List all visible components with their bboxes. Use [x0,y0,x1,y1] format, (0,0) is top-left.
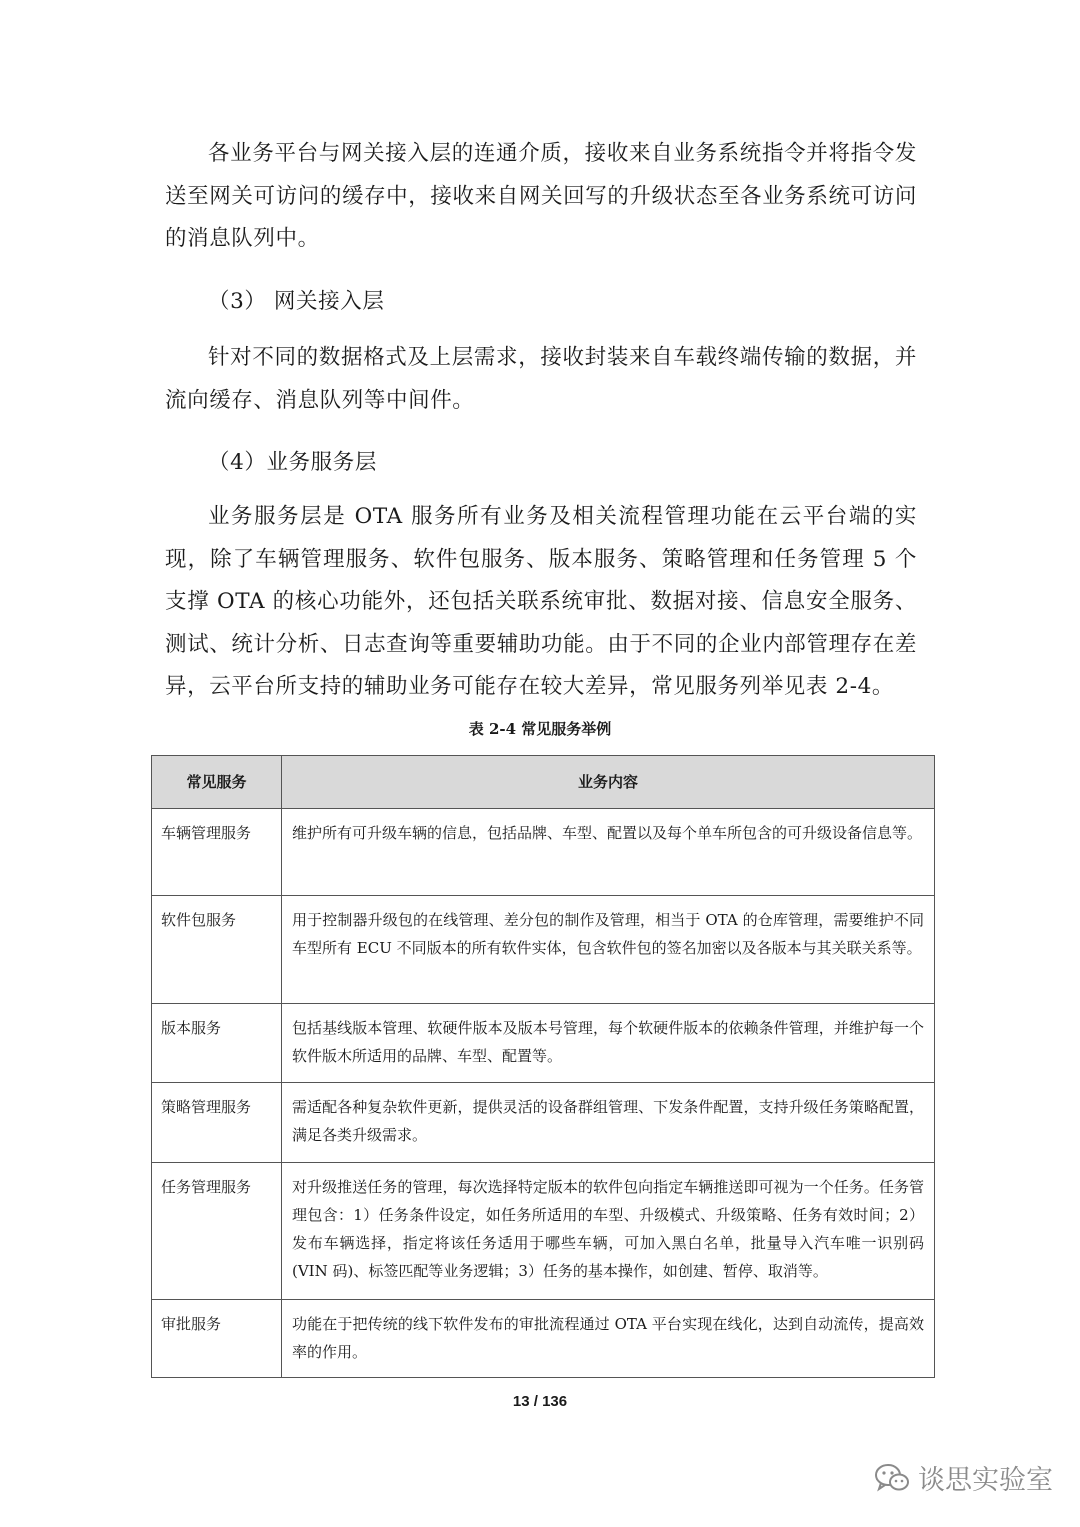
table-row [152,1083,935,1163]
service-content: 用于控制器升级包的在线管理、差分包的制作及管理，相当于 OTA 的仓库管理，需要维护不同车型所有 ECU 不同版本的所有软件实体，包含软件包的签名加密以及各版本与其关联关系等。 [282,896,935,1004]
table-row [152,1300,935,1378]
paragraph-business-service-layer: 业务服务层是 OTA 服务所有业务及相关流程管理功能在云平台端的实现，除了车辆管理服务、软件包服务、版本服务、策略管理和任务管理 5 个支撑 OTA 的核心功能外，还包括关联系统审批、数据对接、信息安全服务、测试、统计分析、日志查询等重要辅助功能。由于不同的企业内部管理存在差异，云平台所支持的辅助业务可能存在较大差异，常见服务列举见表 2-4。 [165,504,917,699]
service-name: 软件包服务 [152,896,282,1004]
table-header-row [152,756,935,809]
wechat-icon [874,1462,910,1494]
service-name: 审批服务 [152,1300,282,1378]
heading-business-service-layer: （4）业务服务层 [208,450,377,475]
service-name: 任务管理服务 [152,1163,282,1300]
paragraph-gateway-access-layer: 针对不同的数据格式及上层需求，接收封装来自车载终端传输的数据，并流向缓存、消息队列等中间件。 [165,345,917,413]
service-content: 对升级推送任务的管理，每次选择特定版本的软件包向指定车辆推送即可视为一个任务。任务管理包含：1）任务条件设定，如任务所适用的车型、升级模式、升级策略、任务有效时间；2）发布车辆选择，指定将该任务适用于哪些车辆，可加入黑白名单，批量导入汽车唯一识别码(VIN 码)、标签匹配等业务逻辑；3）任务的基本操作，如创建、暂停、取消等。 [282,1163,935,1300]
service-content: 需适配各种复杂软件更新，提供灵活的设备群组管理、下发条件配置，支持升级任务策略配置，满足各类升级需求。 [282,1083,935,1163]
table-caption: 表 2-4 常见服务举例 [468,720,612,738]
table-row [152,809,935,896]
table-row [152,896,935,1004]
watermark [874,1458,1053,1497]
header-service: 常见服务 [152,756,282,809]
table-row [152,1004,935,1083]
services-table [151,755,935,1378]
service-name: 版本服务 [152,1004,282,1083]
header-content: 业务内容 [282,756,935,809]
watermark-text: 谈思实验室 [918,1465,1053,1496]
table-row [152,1163,935,1300]
service-content: 功能在于把传统的线下软件发布的审批流程通过 OTA 平台实现在线化，达到自动流传，提高效率的作用。 [282,1300,935,1378]
service-name: 车辆管理服务 [152,809,282,896]
page-number: 13 / 136 [512,1393,568,1410]
service-name: 策略管理服务 [152,1083,282,1163]
paragraph-message-layer: 各业务平台与网关接入层的连通介质，接收来自业务系统指令并将指令发送至网关可访问的缓存中，接收来自网关回写的升级状态至各业务系统可访问的消息队列中。 [165,141,917,251]
service-content: 维护所有可升级车辆的信息，包括品牌、车型、配置以及每个单车所包含的可升级设备信息等。 [282,809,935,896]
heading-gateway-access-layer: （3） 网关接入层 [208,289,385,314]
service-content: 包括基线版本管理、软硬件版本及版本号管理，每个软硬件版本的依赖条件管理，并维护每一个软件版木所适用的品牌、车型、配置等。 [282,1004,935,1083]
